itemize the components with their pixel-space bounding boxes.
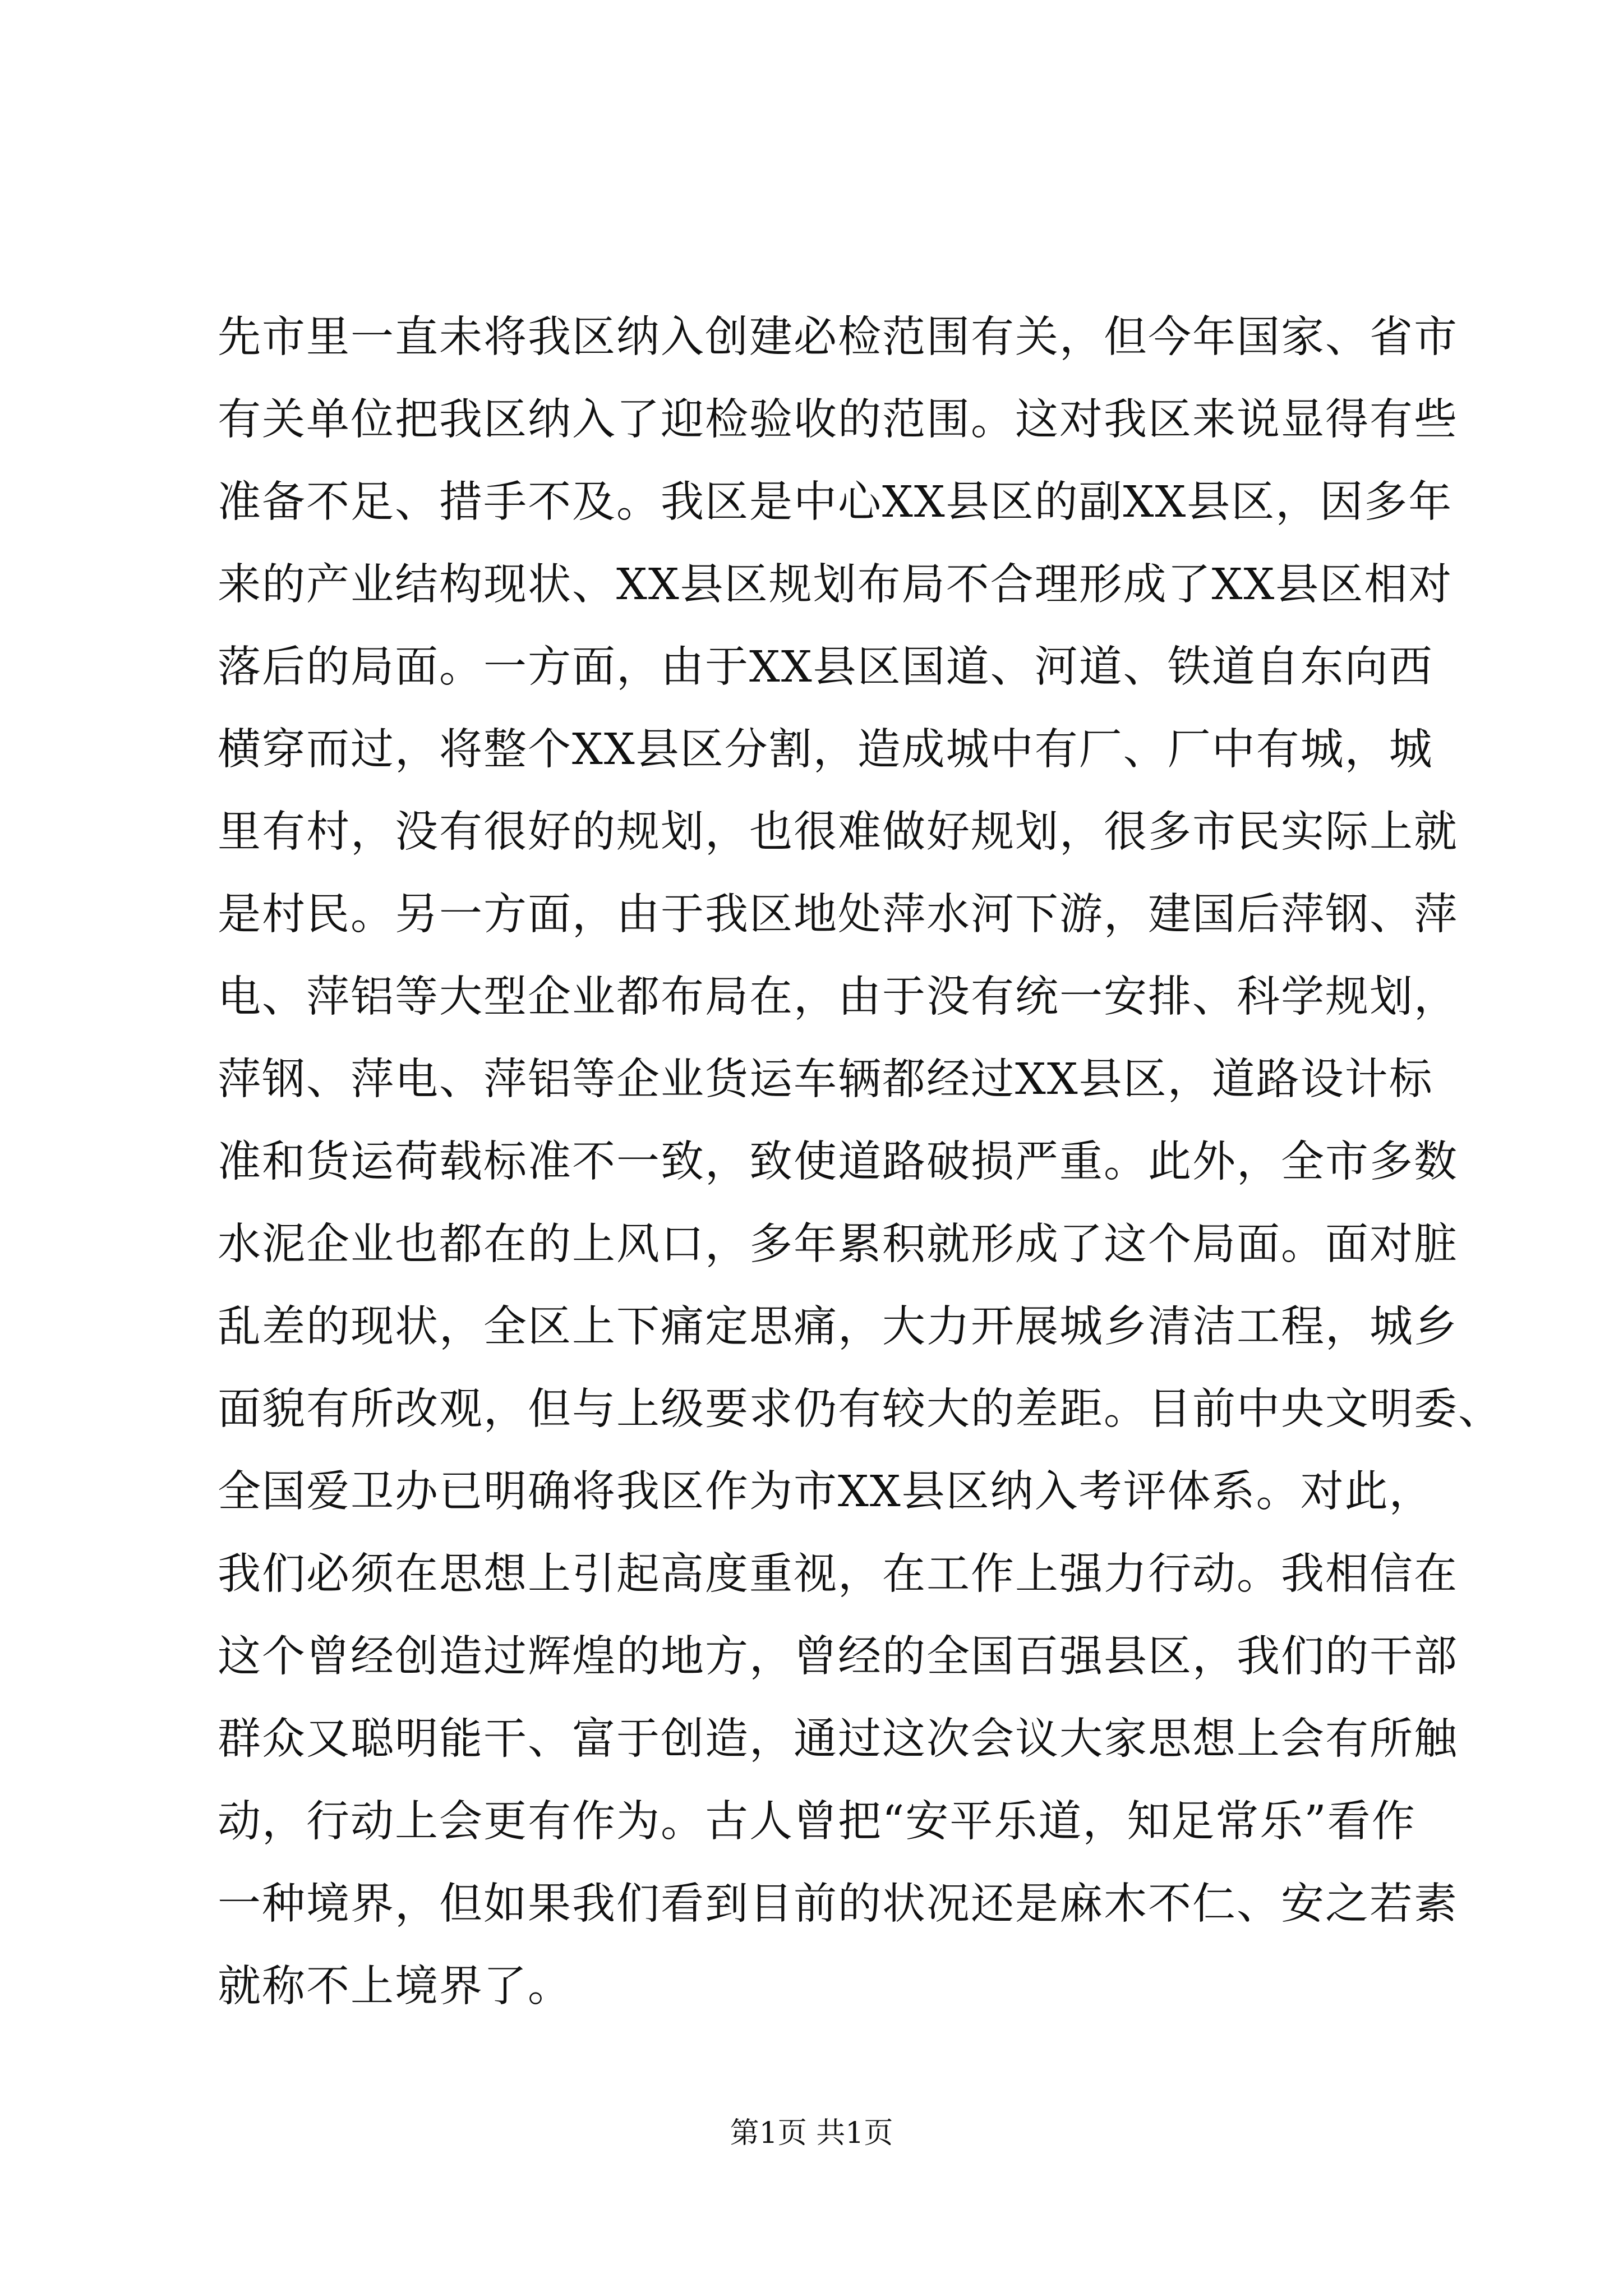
text-line: 里有村，没有很好的规划，也很难做好规划，很多市民实际上就 — [218, 807, 1458, 857]
text-line: 我们必须在思想上引起高度重视，在工作上强力行动。我相信在 — [218, 1549, 1458, 1599]
text-line: 一种境界，但如果我们看到目前的状况还是麻木不仁、安之若素 — [218, 1879, 1458, 1929]
text-line: 全国爱卫办已明确将我区作为市XX县区纳入考评体系。对此， — [218, 1467, 1433, 1517]
text-line: 面貌有所改观，但与上级要求仍有较大的差距。目前中央文明委、 — [218, 1384, 1502, 1434]
text-line: 落后的局面。一方面，由于XX县区国道、河道、铁道自东向西 — [218, 642, 1433, 692]
text-line: 就称不上境界了。 — [218, 1962, 572, 2012]
text-line: 先市里一直未将我区纳入创建必检范围有关，但今年国家、省市 — [218, 312, 1458, 362]
page-number-footer: 第1页 共1页 — [730, 2116, 893, 2150]
text-line: 水泥企业也都在的上风口，多年累积就形成了这个局面。面对脏 — [218, 1220, 1458, 1269]
text-line: 横穿而过，将整个XX县区分割，造成城中有厂、厂中有城，城 — [218, 725, 1433, 775]
text-line: 是村民。另一方面，由于我区地处萍水河下游，建国后萍钢、萍 — [218, 890, 1458, 940]
text-line: 准和货运荷载标准不一致，致使道路破损严重。此外，全市多数 — [218, 1137, 1458, 1187]
text-line: 群众又聪明能干、富于创造，通过这次会议大家思想上会有所触 — [218, 1714, 1458, 1764]
text-line: 动，行动上会更有作为。古人曾把“安平乐道，知足常乐”看作 — [218, 1797, 1416, 1847]
text-line: 电、萍铝等大型企业都布局在，由于没有统一安排、科学规划， — [218, 972, 1458, 1022]
body-paragraph — [218, 296, 1502, 2028]
text-line: 这个曾经创造过辉煌的地方，曾经的全国百强县区，我们的干部 — [218, 1632, 1458, 1682]
text-line: 萍钢、萍电、萍铝等企业货运车辆都经过XX县区，道路设计标 — [218, 1055, 1433, 1105]
text-line: 来的产业结构现状、XX县区规划布局不合理形成了XX县区相对 — [218, 560, 1453, 610]
text-line: 乱差的现状，全区上下痛定思痛，大力开展城乡清洁工程，城乡 — [218, 1302, 1458, 1352]
text-line: 有关单位把我区纳入了迎检验收的范围。这对我区来说显得有些 — [218, 395, 1458, 445]
text-line: 准备不足、措手不及。我区是中心XX县区的副XX县区，因多年 — [218, 477, 1453, 527]
